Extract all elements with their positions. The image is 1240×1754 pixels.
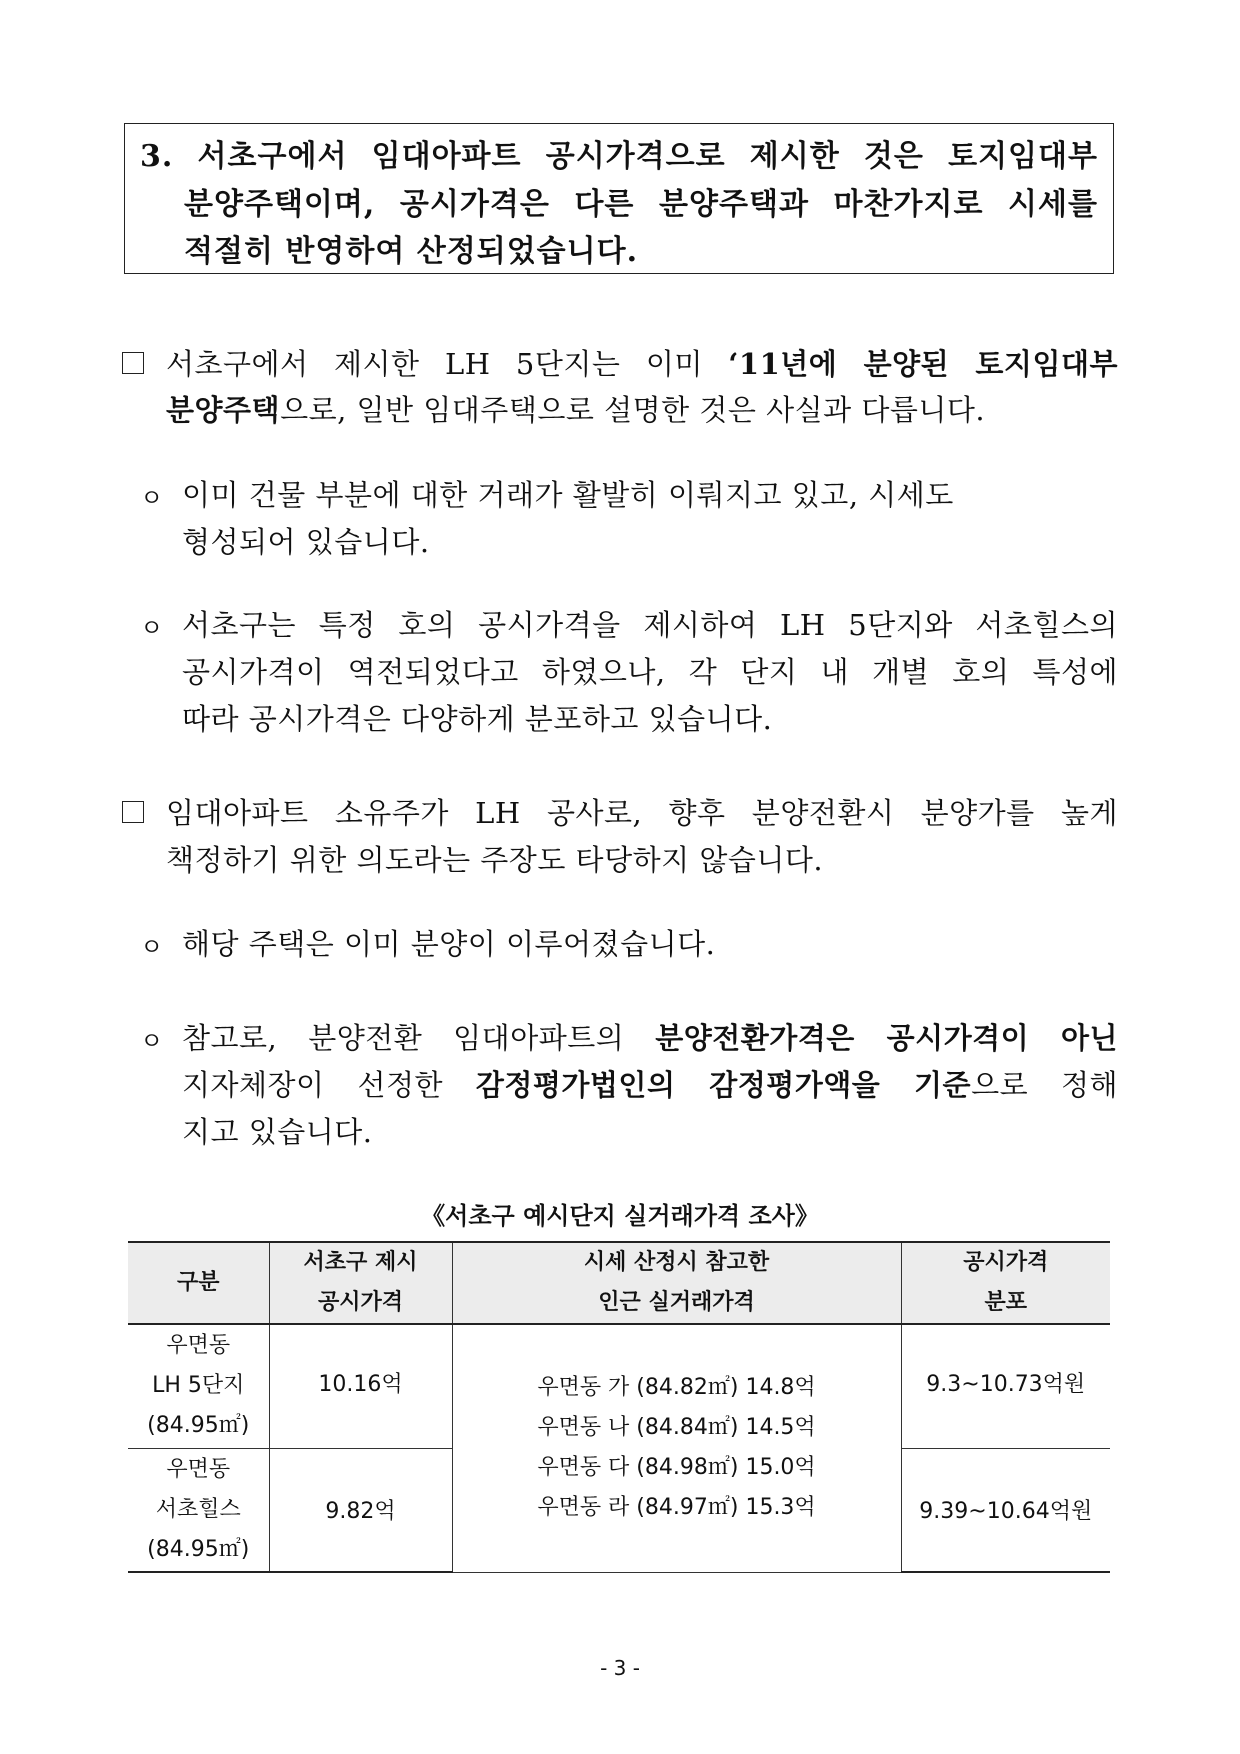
summary-line-3: 적절히 반영하여 산정되었습니다. [184, 234, 639, 269]
s2-bullet2-line-3: 지고 있습니다. [182, 1115, 373, 1149]
row-name-line: (84.95㎡) [147, 1413, 250, 1439]
s1-bullet2-line-3: 따라 공시가격은 다양하게 분포하고 있습니다. [182, 702, 773, 736]
row-range-cell: 9.3~10.73억원 [901, 1324, 1110, 1448]
price-table [128, 1241, 1110, 1573]
row-price-cell: 10.16억 [269, 1324, 452, 1448]
bullet-icon: ㅇ [140, 614, 164, 642]
header-nearby-price-line-2: 인근 실거래가격 [598, 1290, 755, 1315]
nearby-prices-cell [452, 1324, 901, 1572]
summary-line-2: 분양주택이며, 공시가격은 다른 분양주택과 마찬가지로 시세를 [184, 187, 1098, 222]
section1-line-1-text: 서초구에서 제시한 LH 5단지는 이미 [166, 347, 729, 381]
header-price-range-line-2: 분포 [984, 1290, 1027, 1315]
s1-bullet2-line-2: 공시가격이 역전되었다고 하였으나, 각 단지 내 개별 호의 특성에 [182, 655, 1118, 689]
nearby-price-line: 우면동 라 (84.97㎡) 15.3억 [537, 1495, 816, 1521]
row-name-line: 우면동 [166, 1333, 231, 1359]
nearby-price-line: 우면동 가 (84.82㎡) 14.8억 [537, 1375, 816, 1401]
table-row [128, 1324, 1110, 1448]
header-seocho-price-line-1: 서초구 제시 [303, 1250, 418, 1275]
bullet-icon: ㅇ [140, 933, 164, 961]
row-name-line: LH 5단지 [152, 1373, 245, 1399]
row-name-line: 우면동 [166, 1456, 231, 1482]
section1-line-1 [166, 342, 1118, 383]
header-category: 구분 [128, 1242, 269, 1324]
row-price-cell: 9.82억 [269, 1448, 452, 1572]
header-seocho-price [269, 1242, 452, 1324]
s2-bullet2-line-2-bold: 감정평가법인의 감정평가액을 기준 [475, 1068, 972, 1102]
s2-bullet2-line-1-text: 참고로, 분양전환 임대아파트의 [182, 1021, 656, 1055]
page-number: - 3 - [600, 1656, 640, 1680]
s2-bullet2-line-2-text: 지자체장이 선정한 [182, 1068, 476, 1102]
header-price-range-line-1: 공시가격 [963, 1250, 1049, 1275]
section1-line-2 [166, 388, 985, 429]
s2-bullet2-line-1 [182, 1016, 1118, 1057]
row-name-line: (84.95㎡) [147, 1536, 250, 1562]
s1-bullet1-line-2: 형성되어 있습니다. [182, 525, 430, 559]
row-name-cell [128, 1448, 269, 1572]
section1-line-2-bold: 분양주택 [166, 393, 281, 427]
row-range-cell: 9.39~10.64억원 [901, 1448, 1110, 1572]
s1-bullet2-line-1: 서초구는 특정 호의 공시가격을 제시하여 LH 5단지와 서초힐스의 [182, 608, 1118, 642]
row-name-line: 서초힐스 [155, 1496, 241, 1522]
header-seocho-price-line-2: 공시가격 [317, 1290, 403, 1315]
table-header-row [128, 1242, 1110, 1324]
checkbox-square-icon [122, 801, 144, 823]
table-caption: 《서초구 예시단지 실거래가격 조사》 [421, 1202, 819, 1230]
section1-line-2-text: 으로, 일반 임대주택으로 설명한 것은 사실과 다릅니다. [280, 393, 986, 427]
s2-bullet1-line-1: 해당 주택은 이미 분양이 이루어졌습니다. [182, 927, 716, 961]
s2-bullet2-line-2 [182, 1063, 1118, 1104]
header-nearby-price-line-1: 시세 산정시 참고한 [583, 1250, 770, 1275]
header-nearby-price [452, 1242, 901, 1324]
section2-line-2: 책정하기 위한 의도라는 주장도 타당하지 않습니다. [166, 843, 824, 877]
s2-bullet2-line-1-bold: 분양전환가격은 공시가격이 아닌 [655, 1021, 1118, 1055]
s1-bullet1-line-1: 이미 건물 부분에 대한 거래가 활발히 이뤄지고 있고, 시세도 [182, 478, 954, 512]
section1-line-1-bold: ‘11년에 분양된 토지임대부 [728, 347, 1118, 381]
checkbox-square-icon [122, 352, 144, 374]
nearby-price-line: 우면동 나 (84.84㎡) 14.5억 [537, 1415, 816, 1441]
bullet-icon: ㅇ [140, 1027, 164, 1055]
section2-line-1: 임대아파트 소유주가 LH 공사로, 향후 분양전환시 분양가를 높게 [166, 796, 1118, 830]
nearby-price-line: 우면동 다 (84.98㎡) 15.0억 [537, 1455, 816, 1481]
bullet-icon: ㅇ [140, 484, 164, 512]
header-price-range [901, 1242, 1110, 1324]
s2-bullet2-line-2-tail: 으로 정해 [971, 1068, 1118, 1102]
summary-line-1: 3. 서초구에서 임대아파트 공시가격으로 제시한 것은 토지임대부 [140, 139, 1098, 174]
row-name-cell [128, 1324, 269, 1448]
